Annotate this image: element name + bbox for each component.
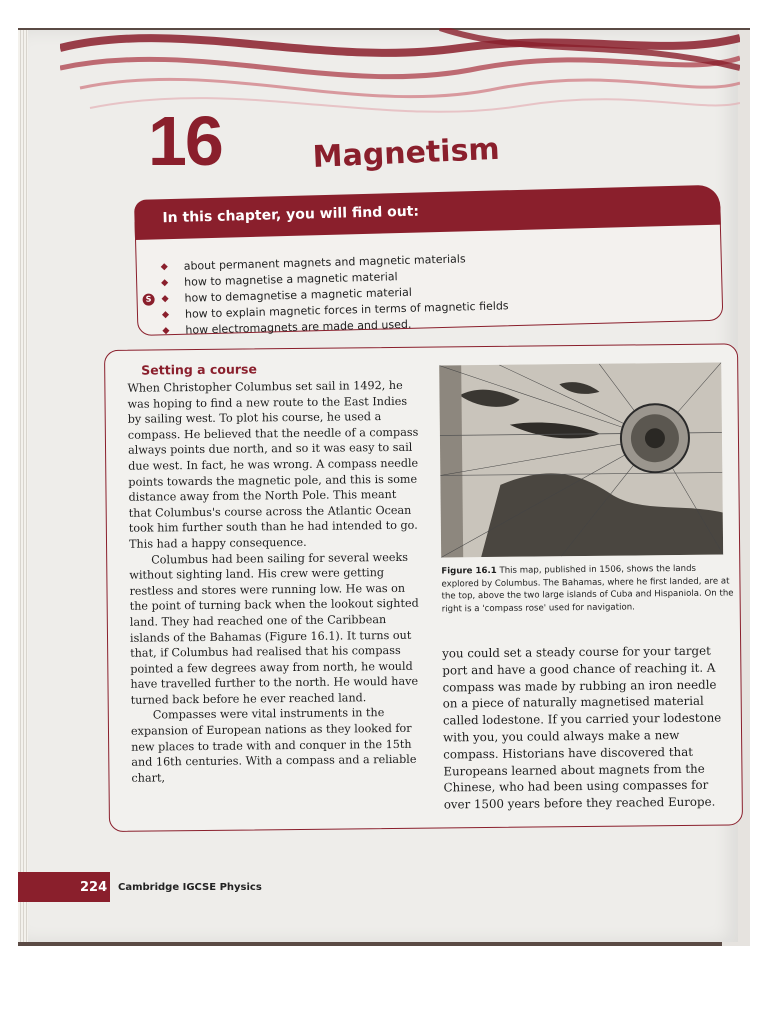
list-item: S how to demagnetise a magnetic material — [158, 277, 698, 307]
chapter-number: 16 — [148, 102, 222, 180]
paragraph: When Christopher Columbus set sail in 1492, he was hoping to find a new route to the East Indies by sailing west. To plot his course, he used a compass. He believed that the needle of a compass always points due north, and so it was easy to sail due west. In fact, he was wrong. A compass needle points towards the magnetic pole, and this is some distance away from the North Pole. This meant that Columbus's course across the Atlantic Ocean took him further south than he had intended to go. This had a happy consequence. — [127, 378, 419, 551]
find-out-panel — [134, 185, 725, 340]
left-column-text — [127, 378, 423, 786]
page-stack-edge — [18, 30, 28, 942]
map-image — [439, 363, 723, 558]
caption-label: Figure 16.1 — [441, 565, 497, 577]
find-out-list — [145, 245, 700, 339]
book-title: Cambridge IGCSE Physics — [118, 882, 262, 893]
bullet-diamond-icon — [161, 263, 168, 270]
list-item: how to magnetise a magnetic material — [158, 261, 698, 291]
paragraph: you could set a steady course for your target port and have a good chance of reaching it. A compass was made by rubbing an iron needle on a piece of naturally magnetised material called lodestone. If you carried your lodestone with you, you could always make a new compass. Historians have discovered that Europeans learned about magnets from the Chinese, who had been using compasses for over 1500 years before they reached Europe. — [442, 643, 722, 812]
figure-caption — [441, 562, 734, 615]
paragraph: Compasses were vital instruments in the expansion of European nations as they looked for new places to trade with and conquer in the 15th and 16th centuries. With a compass and a reliable chart, — [130, 706, 417, 785]
bullet-diamond-icon — [162, 327, 169, 334]
box-title: Setting a course — [141, 361, 257, 378]
caption-text: This map, published in 1506, shows the lands explored by Columbus. The Bahamas, where he first landed, are at the top, above the two large islands of Cuba and Hispaniola. On the right is a 'compass rose' used for navigation. — [441, 563, 734, 614]
paragraph: Columbus had been sailing for several weeks without sighting land. His crew were getting restless and stores were running low. He was on the point of turning back when the lookout sighted land. They had reached one of the Caribbean islands of the Bahamas (Figure 16.1). It turns out that, if Columbus had realised that his compass pointed a few degrees away from north, he would have travelled further to the north. He would have turned back before he ever reached land. — [129, 550, 419, 707]
page-number: 224 — [80, 880, 108, 895]
list-item: how electromagnets are made and used. — [159, 309, 699, 339]
list-item: how to explain magnetic forces in terms of magnetic fields — [159, 293, 699, 323]
setting-a-course-box — [104, 343, 743, 832]
bullet-diamond-icon — [162, 311, 169, 318]
find-out-heading: In this chapter, you will find out: — [162, 203, 420, 227]
right-column-text — [442, 642, 734, 813]
chapter-title: Magnetism — [312, 131, 501, 175]
bullet-diamond-icon — [162, 295, 169, 302]
bullet-diamond-icon — [161, 279, 168, 286]
list-item: about permanent magnets and magnetic materials — [158, 245, 698, 275]
supplement-badge-icon: S — [142, 293, 154, 305]
